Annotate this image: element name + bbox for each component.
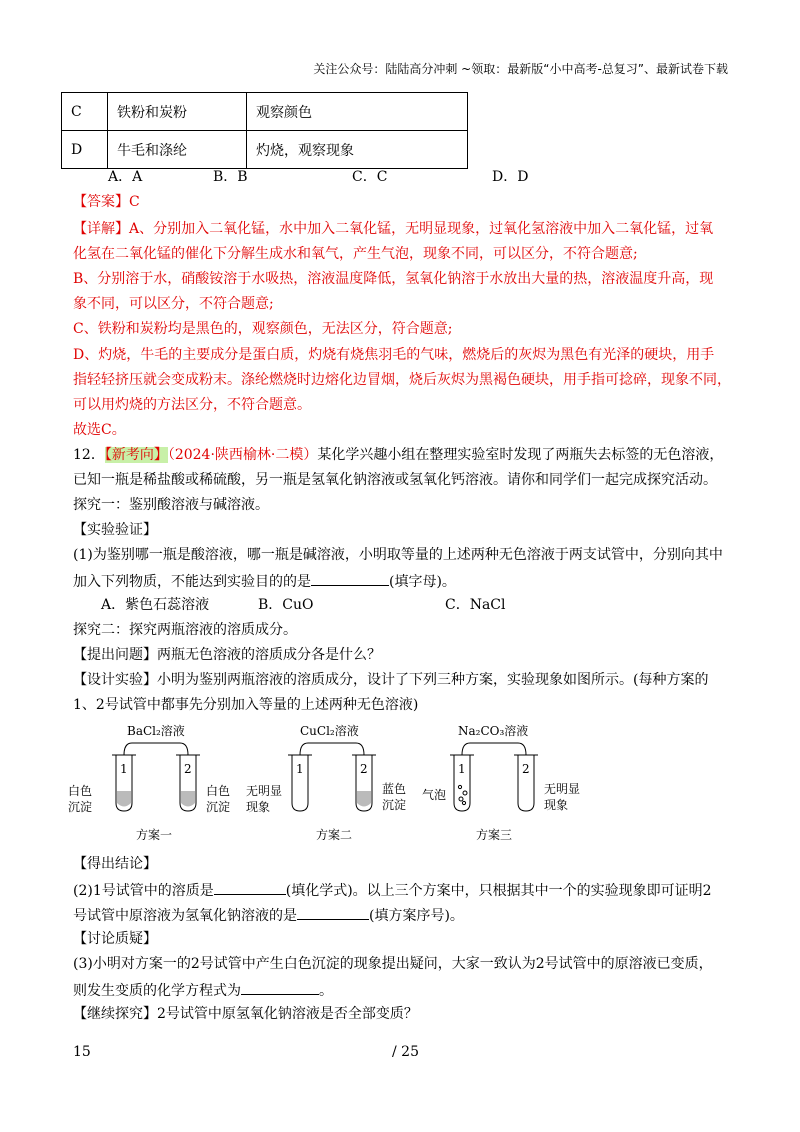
part2-line <box>73 905 464 925</box>
table-row <box>62 93 468 131</box>
choice-b: B．CuO <box>258 597 314 613</box>
new-trend-tag: 【新考向】 <box>104 447 168 463</box>
reagent-label: BaCl₂溶液 <box>127 724 185 738</box>
observation: 沉淀 <box>68 800 93 814</box>
section-continue: 【继续探究】2号试管中原氢氧化钠溶液是否全部变质？ <box>73 1006 418 1022</box>
q12-title-line <box>73 446 723 464</box>
option-d: D．D <box>492 169 529 185</box>
page-header: 关注公众号：陆陆高分冲刺 ~领取：最新版“小中高考-总复习”、最新试卷下载 <box>313 62 728 76</box>
table-cell-method: 灼烧，观察现象 <box>247 131 468 169</box>
observation: 沉淀 <box>206 800 231 814</box>
page-total: / 25 <box>392 1044 419 1060</box>
answer: 【答案】C <box>73 194 140 210</box>
observation: 现象 <box>544 798 569 812</box>
part3-line <box>73 980 333 1000</box>
detail-line: 故选C。 <box>73 422 126 438</box>
answer-blank[interactable] <box>241 980 319 995</box>
scheme-label: 方案一 <box>136 828 173 842</box>
detail-line: D、灼烧，牛毛的主要成分是蛋白质，灼烧有烧焦羽毛的气味，燃烧后的灰烬为黑色有光泽的硬块，用手 <box>73 347 715 363</box>
precipitate <box>181 791 195 807</box>
section-discuss: 【讨论质疑】 <box>73 931 157 947</box>
explore-one: 探究一：鉴别酸溶液与碱溶液。 <box>73 497 269 513</box>
reagent-label: Na₂CO₃溶液 <box>458 724 529 738</box>
reagent-label: CuCl₂溶液 <box>300 724 359 738</box>
question-source: （2024·陕西榆林·二模） <box>167 447 318 463</box>
detail-line: 象不同，可以区分，不符合题意; <box>73 296 274 312</box>
part1-line <box>73 571 456 591</box>
table-row <box>62 131 468 169</box>
section-verify: 【实验验证】 <box>73 522 157 538</box>
bubble-icon <box>458 785 461 788</box>
tube-number: 1 <box>458 762 466 776</box>
tube-number: 1 <box>296 762 304 776</box>
detail-line: 指轻轻挤压就会变成粉末。涤纶燃烧时边熔化边冒烟，烧后灰烬为黑褐色硬块，用手指可捻碎，现象不同， <box>73 372 731 388</box>
option-a: A．A <box>108 169 143 185</box>
tube-number: 1 <box>120 762 128 776</box>
design-line: 【设计实验】小明为鉴别两瓶溶液的溶质成分，设计了下列三种方案，实验现象如图所示。(每种方案的 <box>73 672 709 688</box>
observation: 现象 <box>246 800 271 814</box>
scheme-one <box>68 723 230 842</box>
part2-text: (填方案序号)。 <box>369 908 464 924</box>
option-c: C．C <box>352 169 388 185</box>
table-cell-key: C <box>62 93 108 131</box>
detail-line: 化氢在二氧化锰的催化下分解生成水和氧气，产生气泡，现象不同，可以区分，不符合题意; <box>73 246 638 262</box>
page-number: 15 <box>73 1044 91 1060</box>
precipitate <box>357 791 371 807</box>
observation: 白色 <box>206 784 231 798</box>
explore-two: 探究二：探究两瓶溶液的溶质成分。 <box>73 622 297 638</box>
design-line: 1、2号试管中都事先分别加入等量的上述两种无色溶液) <box>73 697 419 713</box>
section-question: 【提出问题】两瓶无色溶液的溶质成分各是什么？ <box>73 647 381 663</box>
section-conclusion: 【得出结论】 <box>73 856 157 872</box>
observation: 无明显 <box>246 784 283 798</box>
scheme-label: 方案三 <box>476 828 513 842</box>
part2-text: 号试管中原溶液为氢氧化钠溶液的是 <box>73 908 297 924</box>
detail-line: C、铁粉和炭粉均是黑色的，观察颜色，无法区分，符合题意; <box>73 321 453 337</box>
choice-a: A．紫色石蕊溶液 <box>101 597 210 613</box>
options-table <box>61 92 468 169</box>
part2-text: (填化学式)。以上三个方案中，只根据其中一个的实验现象即可证明2 <box>285 883 712 899</box>
part1-text: 加入下列物质，不能达到实验目的的是 <box>73 574 311 590</box>
scheme-three <box>422 723 580 842</box>
option-b: B．B <box>213 169 248 185</box>
choice-c: C．NaCl <box>445 597 506 613</box>
table-cell-item: 铁粉和炭粉 <box>108 93 247 131</box>
table-cell-item: 牛毛和涤纶 <box>108 131 247 169</box>
observation: 蓝色 <box>382 782 407 796</box>
observation: 气泡 <box>422 788 447 802</box>
experiment-diagram <box>60 715 620 850</box>
scheme-two <box>246 723 406 842</box>
observation: 无明显 <box>544 782 581 796</box>
answer-blank[interactable] <box>297 905 369 920</box>
answer-blank[interactable] <box>311 571 389 586</box>
part2-text: (2)1号试管中的溶质是 <box>73 883 214 899</box>
detail-line: 【详解】A、分别加入二氧化锰，水中加入二氧化锰，无明显现象，过氧化氢溶液中加入二氧化锰，过氧 <box>73 221 714 237</box>
question-number: 12． <box>73 447 105 463</box>
table-cell-method: 观察颜色 <box>247 93 468 131</box>
intro-text: 某化学兴趣小组在整理实验室时发现了两瓶失去标签的无色溶液， <box>317 447 724 463</box>
part1-line: (1)为鉴别哪一瓶是酸溶液，哪一瓶是碱溶液，小明取等量的上述两种无色溶液于两支试管中，分别向其中 <box>73 547 723 563</box>
observation: 白色 <box>68 784 93 798</box>
part2-line <box>73 880 712 900</box>
part3-text: 则发生变质的化学方程式为 <box>73 983 241 999</box>
part1-text: (填字母)。 <box>389 574 456 590</box>
intro-line: 已知一瓶是稀盐酸或稀硫酸，另一瓶是氢氧化钠溶液或氢氧化钙溶液。请你和同学们一起完成探究活动。 <box>73 472 717 488</box>
answer-blank[interactable] <box>214 880 286 895</box>
bubble-icon <box>462 801 465 804</box>
observation: 沉淀 <box>382 798 407 812</box>
part3-text: 。 <box>319 983 333 999</box>
part3-line: (3)小明对方案一的2号试管中产生白色沉淀的现象提出疑问，大家一致认为2号试管中的原溶液已变质， <box>73 956 713 972</box>
bubble-icon <box>463 791 467 795</box>
precipitate <box>117 791 131 807</box>
tube-number: 2 <box>522 762 530 776</box>
table-cell-key: D <box>62 131 108 169</box>
detail-line: 可以用灼烧的方法区分，不符合题意。 <box>73 397 311 413</box>
detail-line: B、分别溶于水，硝酸铵溶于水吸热，溶液温度降低，氢氧化钠溶于水放出大量的热，溶液温度升高，现 <box>73 271 714 287</box>
tube-number: 2 <box>360 762 368 776</box>
scheme-label: 方案二 <box>316 828 353 842</box>
bubble-icon <box>459 797 463 801</box>
tube-number: 2 <box>184 762 192 776</box>
